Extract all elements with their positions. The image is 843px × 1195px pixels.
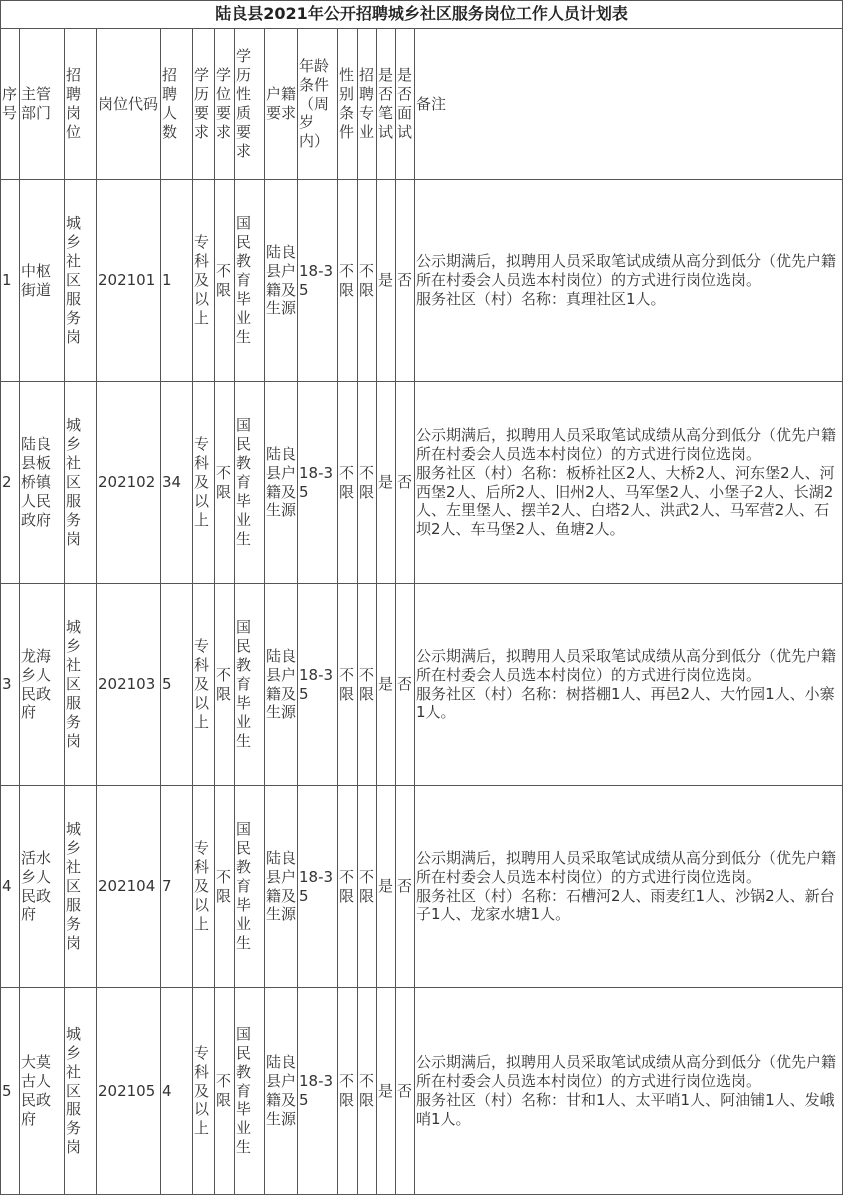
age-range-cell: 18-35: [298, 786, 338, 988]
post-name-cell: 城乡社区服务岗: [65, 988, 97, 1195]
gender-cell: 不限: [338, 584, 358, 786]
table-title: 陆良县2021年公开招聘城乡社区服务岗位工作人员计划表: [1, 1, 843, 29]
hire-count-cell: 4: [161, 988, 193, 1195]
post-name-cell: 城乡社区服务岗: [65, 180, 97, 382]
post-name-cell: 城乡社区服务岗: [65, 786, 97, 988]
post-name-cell: 城乡社区服务岗: [65, 584, 97, 786]
degree-cell: 不限: [215, 786, 235, 988]
education-type-cell: 国民教育毕业生: [235, 988, 265, 1195]
post-code-cell: 202101: [97, 180, 161, 382]
age-range-cell: 18-35: [298, 180, 338, 382]
household-cell: 陆良县户籍及生源: [265, 584, 298, 786]
header-cell: 招聘人数: [161, 29, 193, 180]
gender-cell: 不限: [338, 180, 358, 382]
written-exam-cell: 是: [377, 988, 396, 1195]
row-number-cell: 2: [1, 382, 20, 584]
post-code-cell: 202104: [97, 786, 161, 988]
education-cell: 专科及以上: [193, 180, 215, 382]
header-cell: 学历性质要求: [235, 29, 265, 180]
degree-cell: 不限: [215, 180, 235, 382]
row-number-cell: 5: [1, 988, 20, 1195]
household-cell: 陆良县户籍及生源: [265, 382, 298, 584]
header-row: [1, 29, 843, 180]
age-range-cell: 18-35: [298, 988, 338, 1195]
table-row: [1, 584, 843, 786]
gender-cell: 不限: [338, 988, 358, 1195]
header-cell: 是否笔试: [377, 29, 396, 180]
household-cell: 陆良县户籍及生源: [265, 786, 298, 988]
post-code-cell: 202105: [97, 988, 161, 1195]
remark-main: 公示期满后，拟聘用人员采取笔试成绩从高分到低分（优先户籍所在村委会人员选本村岗位）的方式进行岗位选岗。: [416, 1053, 837, 1091]
remark-detail: 服务社区（村）名称：树搭棚1人、再邑2人、大竹园1人、小寨1人。: [416, 684, 835, 722]
written-exam-cell: 是: [377, 180, 396, 382]
degree-cell: 不限: [215, 382, 235, 584]
header-cell: 学位要求: [215, 29, 235, 180]
interview-cell: 否: [396, 584, 415, 786]
header-cell: 年龄条件（周岁内）: [298, 29, 338, 180]
header-cell: 招聘岗位: [65, 29, 97, 180]
hire-count-cell: 1: [161, 180, 193, 382]
education-type-cell: 国民教育毕业生: [235, 786, 265, 988]
header-cell: 性别条件: [338, 29, 358, 180]
header-cell: 主管部门: [20, 29, 65, 180]
interview-cell: 否: [396, 988, 415, 1195]
education-cell: 专科及以上: [193, 584, 215, 786]
remark-detail: 服务社区（村）名称：板桥社区2人、大桥2人、河东堡2人、河西堡2人、后所2人、旧州2人、马军堡2人、小堡子2人、长湖2人、左里堡人、摆羊2人、白塔2人、洪武2人、马军营2人、石坝2人、车马堡2人、鱼塘2人。: [416, 463, 835, 539]
header-cell: 招聘专业: [358, 29, 377, 180]
department-cell: 大莫古人民政府: [20, 988, 65, 1195]
remark-detail: 服务社区（村）名称：石槽河2人、雨麦红1人、沙锅2人、新台子1人、龙家水塘1人。: [416, 886, 835, 924]
education-type-cell: 国民教育毕业生: [235, 584, 265, 786]
education-cell: 专科及以上: [193, 988, 215, 1195]
education-cell: 专科及以上: [193, 382, 215, 584]
department-cell: 活水乡人民政府: [20, 786, 65, 988]
remark-cell: [415, 180, 843, 382]
table-row: [1, 988, 843, 1195]
education-type-cell: 国民教育毕业生: [235, 180, 265, 382]
household-cell: 陆良县户籍及生源: [265, 988, 298, 1195]
major-cell: 不限: [358, 988, 377, 1195]
major-cell: 不限: [358, 382, 377, 584]
remark-cell: [415, 988, 843, 1195]
row-number-cell: 1: [1, 180, 20, 382]
hire-count-cell: 5: [161, 584, 193, 786]
department-cell: 陆良县板桥镇人民政府: [20, 382, 65, 584]
major-cell: 不限: [358, 786, 377, 988]
degree-cell: 不限: [215, 584, 235, 786]
written-exam-cell: 是: [377, 786, 396, 988]
table-row: [1, 382, 843, 584]
department-cell: 龙海乡人民政府: [20, 584, 65, 786]
post-code-cell: 202102: [97, 382, 161, 584]
department-cell: 中枢街道: [20, 180, 65, 382]
education-type-cell: 国民教育毕业生: [235, 382, 265, 584]
header-cell: 是否面试: [396, 29, 415, 180]
household-cell: 陆良县户籍及生源: [265, 180, 298, 382]
major-cell: 不限: [358, 584, 377, 786]
hire-count-cell: 7: [161, 786, 193, 988]
interview-cell: 否: [396, 180, 415, 382]
remark-main: 公示期满后，拟聘用人员采取笔试成绩从高分到低分（优先户籍所在村委会人员选本村岗位）的方式进行岗位选岗。: [416, 425, 837, 463]
gender-cell: 不限: [338, 786, 358, 988]
interview-cell: 否: [396, 382, 415, 584]
row-number-cell: 3: [1, 584, 20, 786]
header-cell: 备注: [415, 29, 843, 180]
remark-main: 公示期满后，拟聘用人员采取笔试成绩从高分到低分（优先户籍所在村委会人员选本村岗位）的方式进行岗位选岗。: [416, 646, 837, 684]
remark-detail: 服务社区（村）名称：真理社区1人。: [416, 289, 666, 308]
header-cell: 户籍要求: [265, 29, 298, 180]
remark-main: 公示期满后，拟聘用人员采取笔试成绩从高分到低分（优先户籍所在村委会人员选本村岗位）的方式进行岗位选岗。: [416, 848, 837, 886]
gender-cell: 不限: [338, 382, 358, 584]
post-name-cell: 城乡社区服务岗: [65, 382, 97, 584]
written-exam-cell: 是: [377, 382, 396, 584]
remark-cell: [415, 382, 843, 584]
education-cell: 专科及以上: [193, 786, 215, 988]
hire-count-cell: 34: [161, 382, 193, 584]
row-number-cell: 4: [1, 786, 20, 988]
header-cell: 序号: [1, 29, 20, 180]
age-range-cell: 18-35: [298, 584, 338, 786]
header-cell: 学历要求: [193, 29, 215, 180]
age-range-cell: 18-35: [298, 382, 338, 584]
major-cell: 不限: [358, 180, 377, 382]
written-exam-cell: 是: [377, 584, 396, 786]
header-cell: 岗位代码: [97, 29, 161, 180]
degree-cell: 不限: [215, 988, 235, 1195]
post-code-cell: 202103: [97, 584, 161, 786]
interview-cell: 否: [396, 786, 415, 988]
remark-detail: 服务社区（村）名称：甘和1人、太平哨1人、阿油铺1人、发峨哨1人。: [416, 1091, 835, 1128]
table-row: [1, 786, 843, 988]
remark-main: 公示期满后，拟聘用人员采取笔试成绩从高分到低分（优先户籍所在村委会人员选本村岗位）的方式进行岗位选岗。: [416, 252, 837, 290]
remark-cell: [415, 584, 843, 786]
table-row: [1, 180, 843, 382]
remark-cell: [415, 786, 843, 988]
